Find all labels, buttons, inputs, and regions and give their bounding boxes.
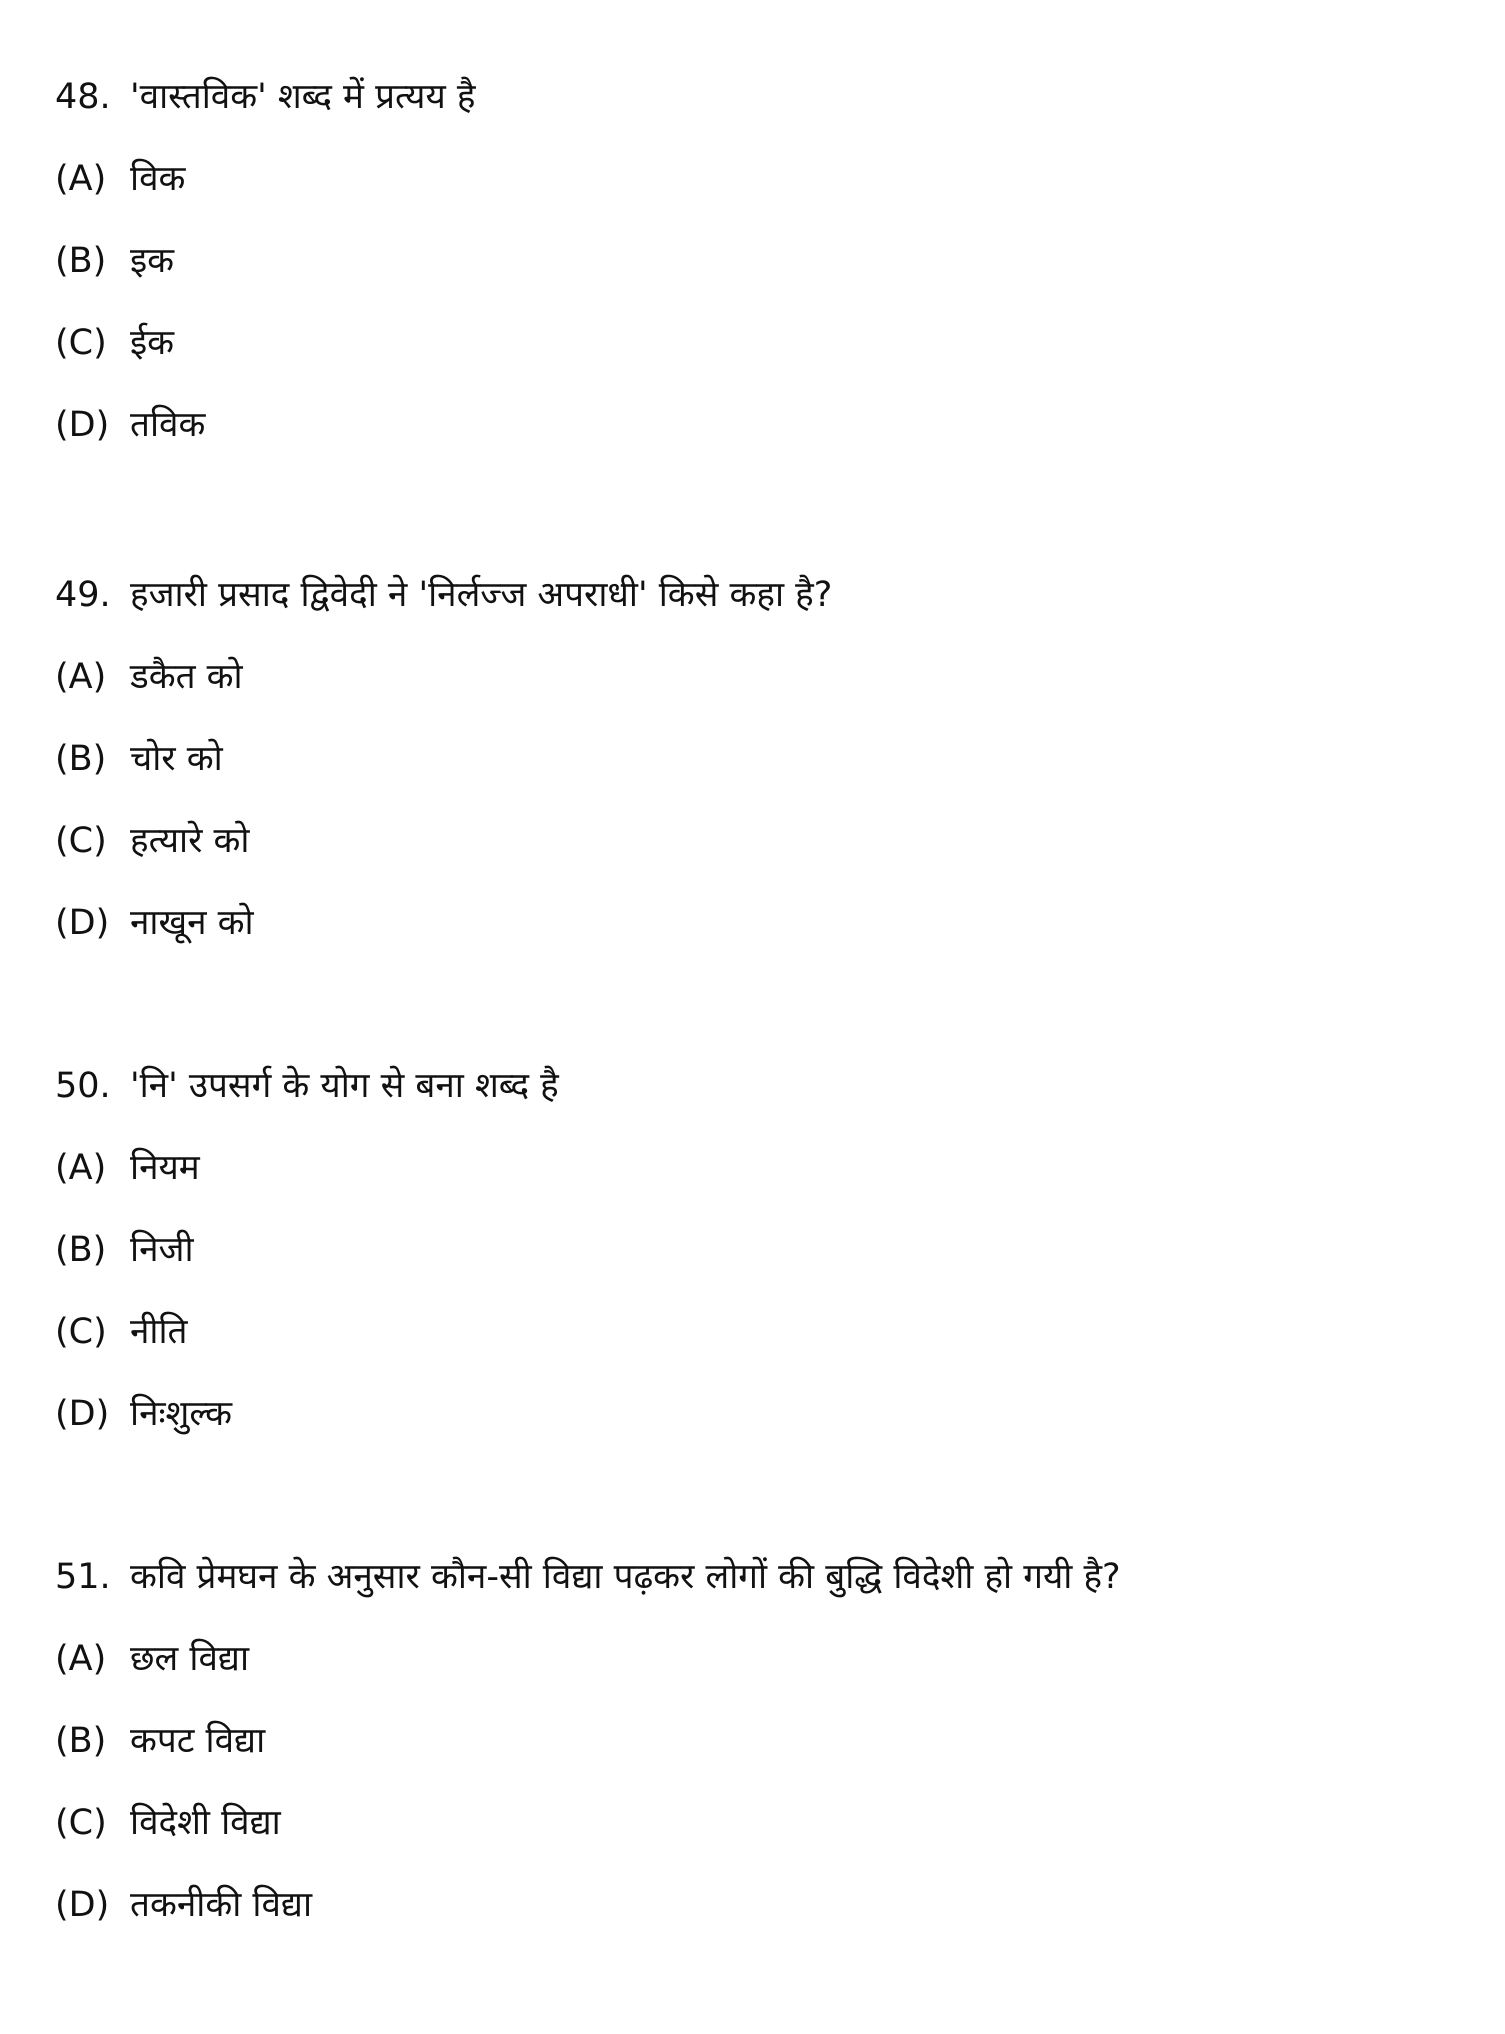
option-label: (B) [55, 739, 107, 779]
option-label: (C) [55, 821, 107, 861]
option-label: (D) [55, 405, 110, 445]
option-b [55, 718, 1495, 800]
option-label: (C) [55, 1803, 107, 1843]
option-label: (D) [55, 903, 110, 943]
option-text: इक [130, 241, 175, 281]
option-a [55, 636, 1495, 718]
option-label: (B) [55, 1230, 107, 1270]
option-text: डकैत को [130, 657, 243, 697]
option-c [55, 1291, 1495, 1373]
question-text-line [55, 554, 1495, 636]
option-label: (A) [55, 657, 107, 697]
question-50 [55, 1045, 1495, 1455]
option-text: तविक [130, 405, 206, 445]
option-a [55, 1127, 1495, 1209]
option-label: (C) [55, 323, 107, 363]
option-label: (A) [55, 159, 107, 199]
question-text: 'नि' उपसर्ग के योग से बना शब्द है [130, 1066, 559, 1106]
option-a [55, 1618, 1495, 1700]
question-text-line [55, 1045, 1495, 1127]
question-text: 'वास्तविक' शब्द में प्रत्यय है [130, 77, 476, 117]
question-text-line [55, 1536, 1495, 1618]
question-text: कवि प्रेमघन के अनुसार कौन-सी विद्या पढ़कर लोगों की बुद्धि विदेशी हो गयी है? [130, 1557, 1121, 1597]
option-a [55, 138, 1495, 220]
option-d [55, 1373, 1495, 1455]
option-text: चोर को [130, 739, 223, 779]
option-d [55, 882, 1495, 964]
question-text: हजारी प्रसाद द्विवेदी ने 'निर्लज्ज अपराधी' किसे कहा है? [130, 575, 833, 615]
option-b [55, 1209, 1495, 1291]
question-48 [55, 56, 1495, 466]
option-label: (A) [55, 1639, 107, 1679]
option-text: निजी [130, 1230, 194, 1270]
option-d [55, 384, 1495, 466]
option-b [55, 220, 1495, 302]
question-number: 50. [55, 1066, 111, 1106]
option-text: तकनीकी विद्या [130, 1885, 313, 1925]
option-label: (B) [55, 241, 107, 281]
option-text: नियम [130, 1148, 200, 1188]
option-label: (A) [55, 1148, 107, 1188]
question-number: 51. [55, 1557, 111, 1597]
question-number: 49. [55, 575, 111, 615]
question-51 [55, 1536, 1495, 1946]
option-c [55, 302, 1495, 384]
option-text: छल विद्या [130, 1639, 250, 1679]
option-text: विदेशी विद्या [130, 1803, 281, 1843]
option-text: निःशुल्क [130, 1394, 233, 1434]
option-b [55, 1700, 1495, 1782]
option-c [55, 1782, 1495, 1864]
question-number: 48. [55, 77, 111, 117]
option-text: ईक [130, 323, 175, 363]
option-label: (C) [55, 1312, 107, 1352]
option-text: कपट विद्या [130, 1721, 266, 1761]
question-49 [55, 554, 1495, 964]
option-label: (D) [55, 1885, 110, 1925]
option-label: (D) [55, 1394, 110, 1434]
option-c [55, 800, 1495, 882]
option-label: (B) [55, 1721, 107, 1761]
option-text: हत्यारे को [130, 821, 250, 861]
option-d [55, 1864, 1495, 1946]
option-text: नाखून को [130, 903, 254, 943]
option-text: नीति [130, 1312, 188, 1352]
option-text: विक [130, 159, 186, 199]
question-text-line [55, 56, 1495, 138]
